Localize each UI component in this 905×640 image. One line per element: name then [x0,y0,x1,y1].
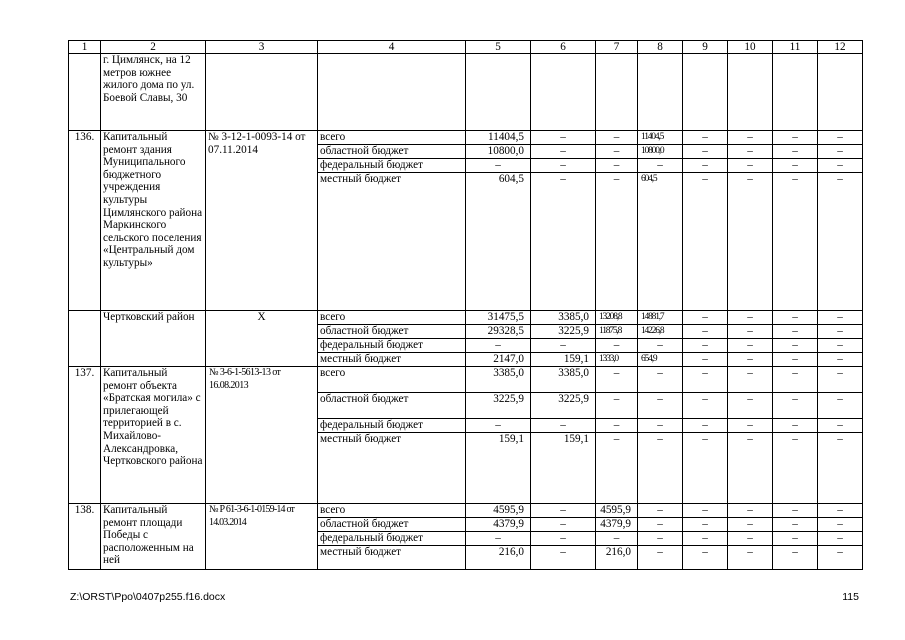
header-cell: 10 [728,41,773,54]
header-cell: 9 [683,41,728,54]
value-cell: – [773,433,818,504]
value-cell: – [773,145,818,159]
value-cell: – [818,339,863,353]
value-cell: – [596,433,638,504]
value-cell: 11875,8 [596,325,638,339]
value-cell: – [596,532,638,546]
value-cell: – [818,532,863,546]
value-cell: – [531,159,596,173]
header-cell: 3 [206,41,318,54]
value-cell: – [773,173,818,311]
budget-label: областной бюджет [318,393,466,419]
value-cell: 3225,9 [531,325,596,339]
value-cell: – [728,145,773,159]
value-cell: – [683,419,728,433]
value-cell: – [728,159,773,173]
file-path: Z:\ORST\Ppo\0407p255.f16.docx [70,591,226,603]
header-cell: 7 [596,41,638,54]
table-row [69,54,863,131]
value-cell: – [818,518,863,532]
value-cell: – [728,173,773,311]
value-cell: – [683,131,728,145]
value-cell: – [596,393,638,419]
value-cell: – [818,419,863,433]
value-cell: – [728,367,773,393]
district-name: Чертковский район [101,311,206,367]
value-cell: – [531,145,596,159]
value-cell: – [818,145,863,159]
value-cell: – [466,532,531,546]
value-cell: – [683,518,728,532]
value-cell: 4595,9 [596,504,638,518]
value-cell: – [683,546,728,570]
table-row [69,131,863,145]
value-cell: – [638,532,683,546]
value-cell: – [683,159,728,173]
value-cell: – [638,419,683,433]
value-cell: – [773,419,818,433]
value-cell: 3385,0 [466,367,531,393]
value-cell: – [531,173,596,311]
budget-label: областной бюджет [318,145,466,159]
budget-label: всего [318,131,466,145]
value-cell: – [773,393,818,419]
value-cell: – [638,339,683,353]
value-cell: – [818,367,863,393]
value-cell: – [638,367,683,393]
value-cell: 3385,0 [531,311,596,325]
value-cell: 4379,9 [596,518,638,532]
value-cell: – [531,339,596,353]
header-cell: 6 [531,41,596,54]
value-cell: – [818,433,863,504]
value-cell: – [773,159,818,173]
budget-label: областной бюджет [318,325,466,339]
document-number: № Р 61-3-6-1-0159-14 от 14.03.2014 [206,504,318,570]
value-cell: 11404,5 [466,131,531,145]
value-cell: 31475,5 [466,311,531,325]
value-cell: – [818,311,863,325]
value-cell: 14881,7 [638,311,683,325]
value-cell: – [773,504,818,518]
value-cell: – [773,353,818,367]
value-cell: 159,1 [531,433,596,504]
value-cell: – [818,353,863,367]
budget-label: местный бюджет [318,173,466,311]
table-row [69,504,863,518]
value-cell: 29328,5 [466,325,531,339]
budget-label: всего [318,504,466,518]
value-cell: – [596,419,638,433]
object-name: г. Цимлянск, на 12 метров южнее жилого дома по ул. Боевой Славы, 30 [101,54,206,131]
object-name: Капитальный ремонт здания Муниципального бюджетного учреждения культуры Цимлянского района Маркинского сельского поселения «Центральный дом культуры» [101,131,206,311]
value-cell: – [596,159,638,173]
header-cell: 1 [69,41,101,54]
value-cell: 14226,8 [638,325,683,339]
value-cell: – [683,433,728,504]
value-cell: – [773,532,818,546]
value-cell: – [728,325,773,339]
budget-label: федеральный бюджет [318,159,466,173]
budget-table [68,40,863,570]
value-cell: – [773,325,818,339]
value-cell: – [531,504,596,518]
value-cell: – [638,546,683,570]
value-cell: – [728,419,773,433]
value-cell: – [683,311,728,325]
value-cell: – [683,339,728,353]
value-cell: – [683,367,728,393]
value-cell: – [683,325,728,339]
value-cell: 4379,9 [466,518,531,532]
header-row [69,41,863,54]
value-cell: 159,1 [466,433,531,504]
value-cell: – [728,504,773,518]
value-cell: – [818,131,863,145]
value-cell: – [683,532,728,546]
row-number: 137. [69,367,101,504]
value-cell: – [683,353,728,367]
value-cell: 10800,0 [638,145,683,159]
value-cell: – [773,546,818,570]
value-cell: 1333,0 [596,353,638,367]
value-cell: 10800,0 [466,145,531,159]
value-cell: – [596,367,638,393]
value-cell: – [596,173,638,311]
table-row [69,367,863,393]
value-cell: – [683,393,728,419]
value-cell: – [818,325,863,339]
value-cell: – [818,173,863,311]
value-cell: – [728,353,773,367]
value-cell: – [728,532,773,546]
header-cell: 11 [773,41,818,54]
value-cell: – [773,367,818,393]
value-cell: – [728,433,773,504]
document-number: Х [206,311,318,367]
value-cell: – [596,339,638,353]
header-cell: 12 [818,41,863,54]
value-cell: – [531,546,596,570]
budget-label: местный бюджет [318,433,466,504]
value-cell: – [818,546,863,570]
value-cell: – [773,311,818,325]
header-cell: 8 [638,41,683,54]
value-cell: – [531,518,596,532]
value-cell: – [466,339,531,353]
budget-label: всего [318,311,466,325]
object-name: Капитальный ремонт площади Победы с расположенным на ней [101,504,206,570]
header-cell: 4 [318,41,466,54]
budget-label: местный бюджет [318,546,466,570]
row-number: 138. [69,504,101,570]
budget-label: федеральный бюджет [318,532,466,546]
value-cell: – [466,159,531,173]
value-cell: 3385,0 [531,367,596,393]
value-cell: – [773,339,818,353]
value-cell: – [531,532,596,546]
value-cell: 11404,5 [638,131,683,145]
value-cell: – [728,339,773,353]
value-cell: 13208,8 [596,311,638,325]
document-number: № 3-12-1-0093-14 от 07.11.2014 [206,131,318,311]
budget-label: всего [318,367,466,393]
document-number: № 3-6-1-5613-13 от 16.08.2013 [206,367,318,504]
value-cell: – [683,173,728,311]
value-cell: – [728,393,773,419]
value-cell: – [728,518,773,532]
object-name: Капитальный ремонт объекта «Братская могила» с прилегающей территорией в с. Михайлово-Александровка, Чертковского района [101,367,206,504]
value-cell: – [773,518,818,532]
value-cell: – [638,518,683,532]
budget-label: местный бюджет [318,353,466,367]
header-cell: 2 [101,41,206,54]
value-cell: – [773,131,818,145]
value-cell: 3225,9 [531,393,596,419]
value-cell: – [728,311,773,325]
value-cell: – [728,131,773,145]
header-cell: 5 [466,41,531,54]
value-cell: – [638,433,683,504]
row-number: 136. [69,131,101,311]
value-cell: – [531,131,596,145]
value-cell: – [683,504,728,518]
table-row [69,311,863,325]
value-cell: 159,1 [531,353,596,367]
value-cell: – [466,419,531,433]
value-cell: – [818,159,863,173]
budget-label: областной бюджет [318,518,466,532]
value-cell: – [638,393,683,419]
value-cell: – [531,419,596,433]
value-cell: 3225,9 [466,393,531,419]
value-cell: – [728,546,773,570]
value-cell: 4595,9 [466,504,531,518]
budget-label: федеральный бюджет [318,419,466,433]
value-cell: – [596,145,638,159]
value-cell: – [638,504,683,518]
value-cell: – [638,159,683,173]
value-cell: 604,5 [466,173,531,311]
value-cell: 216,0 [466,546,531,570]
budget-label: федеральный бюджет [318,339,466,353]
value-cell: 654,9 [638,353,683,367]
value-cell: 2147,0 [466,353,531,367]
value-cell: 604,5 [638,173,683,311]
value-cell: 216,0 [596,546,638,570]
value-cell: – [818,393,863,419]
page-number: 115 [842,591,859,603]
value-cell: – [596,131,638,145]
value-cell: – [683,145,728,159]
value-cell: – [818,504,863,518]
